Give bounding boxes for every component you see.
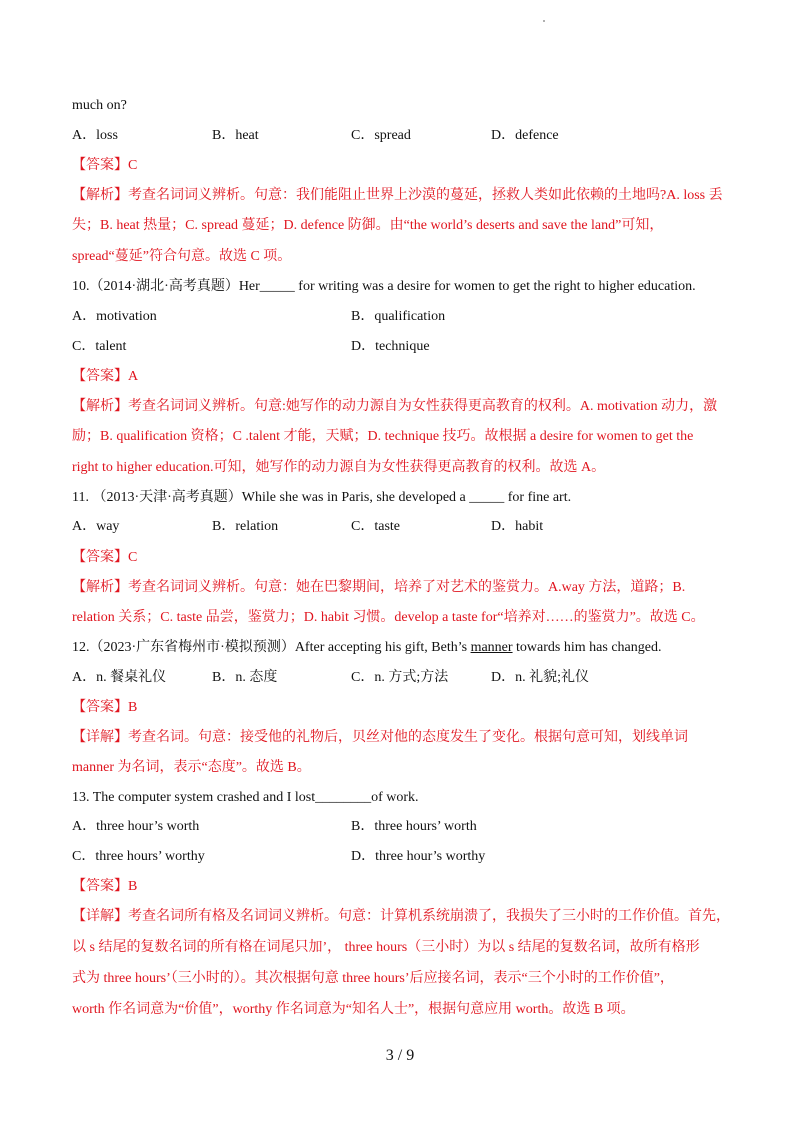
q12-stem-after: towards him has changed.: [512, 640, 662, 655]
q9-stem-tail: much on?: [72, 98, 127, 113]
q10-analysis-line-3: right to higher education.可知，她写作的动力源自为女性获得更高教育的权利。故选 A。: [72, 460, 606, 475]
q12-stem: [72, 638, 661, 658]
q13-option-b: B．three hours’ worth: [351, 819, 477, 834]
q9-answer: 【答案】C: [72, 158, 138, 173]
q10-analysis-line-2: 励；B. qualification 资格；C .talent 才能，天赋；D. technique 技巧。故根据 a desire for women to get the: [72, 429, 694, 444]
q10-answer: 【答案】A: [72, 369, 139, 384]
q9-analysis-line-2: 失；B. heat 热量；C. spread 蔓延；D. defence 防御。由“the world’s deserts and save the land”可知，: [72, 218, 664, 233]
q12-analysis-line-1: 【详解】考查名词。句意：接受他的礼物后，贝丝对他的态度发生了变化。根据句意可知，划线单词: [72, 730, 688, 745]
corner-mark: [543, 20, 545, 22]
q13-option-d: D．three hour’s worthy: [351, 849, 486, 864]
q12-option-c: C．n. 方式;方法: [351, 670, 449, 685]
q13-stem: 13. The computer system crashed and I lost________of work.: [72, 790, 419, 805]
q12-analysis-line-2: manner 为名词，表示“态度”。故选 B。: [72, 760, 311, 775]
q10-option-a: A．motivation: [72, 309, 157, 324]
q11-analysis-line-2: relation 关系；C. taste 品尝，鉴赏力；D. habit 习惯。develop a taste for“培养对……的鉴赏力”。故选 C。: [72, 610, 705, 625]
q10-stem: 10.（2014·湖北·高考真题）Her_____ for writing was a desire for women to get the right to higher education.: [72, 279, 696, 294]
q12-stem-before: 12.（2023·广东省梅州市·模拟预测）After accepting his gift, Beth’s: [72, 640, 471, 655]
q11-option-c: C．taste: [351, 519, 400, 534]
q10-option-b: B．qualification: [351, 309, 446, 324]
q11-option-a: A．way: [72, 519, 120, 534]
q11-answer: 【答案】C: [72, 550, 138, 565]
q10-option-d: D．technique: [351, 339, 430, 354]
q11-analysis-line-1: 【解析】考查名词词义辨析。句意：她在巴黎期间，培养了对艺术的鉴赏力。A.way 方法，道路；B.: [72, 580, 686, 595]
q13-answer: 【答案】B: [72, 879, 138, 894]
q9-option-c: C．spread: [351, 128, 411, 143]
q12-option-d: D．n. 礼貌;礼仪: [491, 670, 589, 685]
q10-option-c: C．talent: [72, 339, 127, 354]
q13-analysis-line-4: worth 作名词意为“价值”，worthy 作名词意为“知名人士”，根据句意应用 worth。故选 B 项。: [72, 1002, 635, 1017]
q11-stem: 11. （2013·天津·高考真题）While she was in Paris, she developed a _____ for fine art.: [72, 490, 572, 505]
q9-option-a: A．loss: [72, 128, 118, 143]
q11-option-d: D．habit: [491, 519, 544, 534]
q12-option-a: A．n. 餐桌礼仪: [72, 670, 167, 685]
q13-analysis-line-2: 以 s 结尾的复数名词的所有格在词尾只加’， three hours（三小时）为以 s 结尾的复数名词，故所有格形: [72, 940, 700, 955]
q12-answer: 【答案】B: [72, 700, 138, 715]
q13-analysis-line-3: 式为 three hours’（三小时的）。其次根据句意 three hours’后应接名词，表示“三个小时的工作价值”，: [72, 971, 674, 986]
q12-underlined-word: manner: [470, 640, 513, 655]
q10-analysis-line-1: 【解析】考查名词词义辨析。句意:她写作的动力源自为女性获得更高教育的权利。A. motivation 动力，激: [72, 399, 718, 414]
q13-option-c: C．three hours’ worthy: [72, 849, 205, 864]
q11-option-b: B．relation: [212, 519, 279, 534]
q9-analysis-line-3: spread“蔓延”符合句意。故选 C 项。: [72, 249, 292, 264]
q9-analysis-line-1: 【解析】考查名词词义辨析。句意：我们能阻止世界上沙漠的蔓延，拯救人类如此依赖的土地吗?A. loss 丢: [72, 188, 723, 203]
q13-analysis-line-1: 【详解】考查名词所有格及名词词义辨析。句意：计算机系统崩溃了，我损失了三小时的工作价值。首先，: [72, 909, 730, 924]
q12-option-b: B．n. 态度: [212, 670, 278, 685]
q9-option-d: D．defence: [491, 128, 559, 143]
q13-option-a: A．three hour’s worth: [72, 819, 200, 834]
page-number: 3 / 9: [385, 1047, 415, 1064]
q9-option-b: B．heat: [212, 128, 259, 143]
